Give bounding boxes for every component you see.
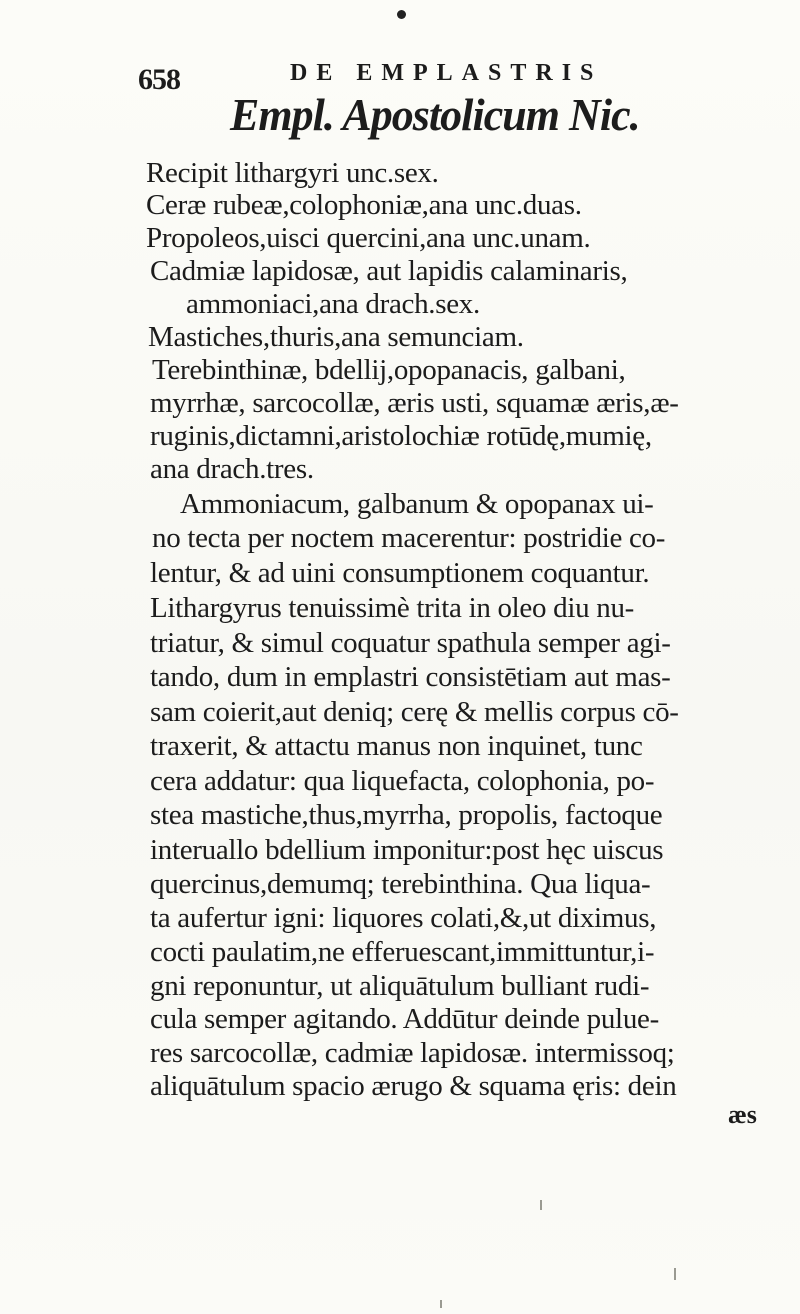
text-line: myrrhæ, sarcocollæ, æris usti, squamæ æris,æ-	[150, 387, 679, 419]
text-line: lentur, & ad uini consumptionem coquantur.	[150, 557, 650, 589]
text-line: quercinus,demumq; terebinthina. Qua liqua-	[150, 868, 651, 900]
text-line: interuallo bdellium imponitur:post hęc uiscus	[150, 834, 664, 866]
text-line: Mastiches,thuris,ana semunciam.	[148, 321, 524, 353]
text-line: ana drach.tres.	[150, 453, 314, 485]
text-line: ammoniaci,ana drach.sex.	[186, 288, 480, 320]
text-line: no tecta per noctem macerentur: postridie co-	[152, 522, 666, 554]
text-line: triatur, & simul coquatur spathula semper agi-	[150, 627, 671, 659]
text-line: gni reponuntur, ut aliquātulum bulliant rudi-	[150, 970, 650, 1002]
paper-speck	[540, 1200, 542, 1210]
page-number: 658	[138, 63, 180, 96]
text-line: ruginis,dictamni,aristolochiæ rotūdę,mumię,	[150, 420, 652, 452]
article-title: Empl. Apostolicum Nic.	[230, 89, 640, 140]
text-line: sam coierit,aut deniq; cerę & mellis corpus cō-	[150, 696, 679, 728]
text-line: Propoleos,uisci quercini,ana unc.unam.	[146, 222, 591, 254]
text-line: Ammoniacum, galbanum & opopanax ui-	[180, 488, 654, 520]
text-line: Ceræ rubeæ,colophoniæ,ana unc.duas.	[146, 189, 582, 221]
running-head: DE EMPLASTRIS	[290, 60, 603, 86]
text-line: ta aufertur igni: liquores colati,&,ut diximus,	[150, 902, 657, 934]
text-line: cula semper agitando. Addūtur deinde pulue-	[150, 1003, 659, 1035]
text-line: cera addatur: qua liquefacta, colophonia, po-	[150, 765, 655, 797]
text-line: aliquātulum spacio ærugo & squama ęris: dein	[150, 1070, 677, 1102]
catchword: æs	[728, 1100, 757, 1129]
text-line: Terebinthinæ, bdellij,opopanacis, galbani,	[152, 354, 626, 386]
text-line: Recipit lithargyri unc.sex.	[146, 157, 439, 189]
text-line: cocti paulatim,ne efferuescant,immittuntur,i-	[150, 936, 655, 968]
text-line: Lithargyrus tenuissimè trita in oleo diu nu-	[150, 592, 635, 624]
paper-speck	[440, 1300, 442, 1308]
text-line: Cadmiæ lapidosæ, aut lapidis calaminaris,	[150, 255, 628, 287]
text-line: tando, dum in emplastri consistētiam aut mas-	[150, 661, 671, 693]
paper-speck	[674, 1268, 676, 1280]
text-line: res sarcocollæ, cadmiæ lapidosæ. intermissoq;	[150, 1037, 675, 1069]
text-line: stea mastiche,thus,myrrha, propolis, factoque	[150, 799, 663, 831]
text-line: traxerit, & attactu manus non inquinet, tunc	[150, 730, 643, 762]
